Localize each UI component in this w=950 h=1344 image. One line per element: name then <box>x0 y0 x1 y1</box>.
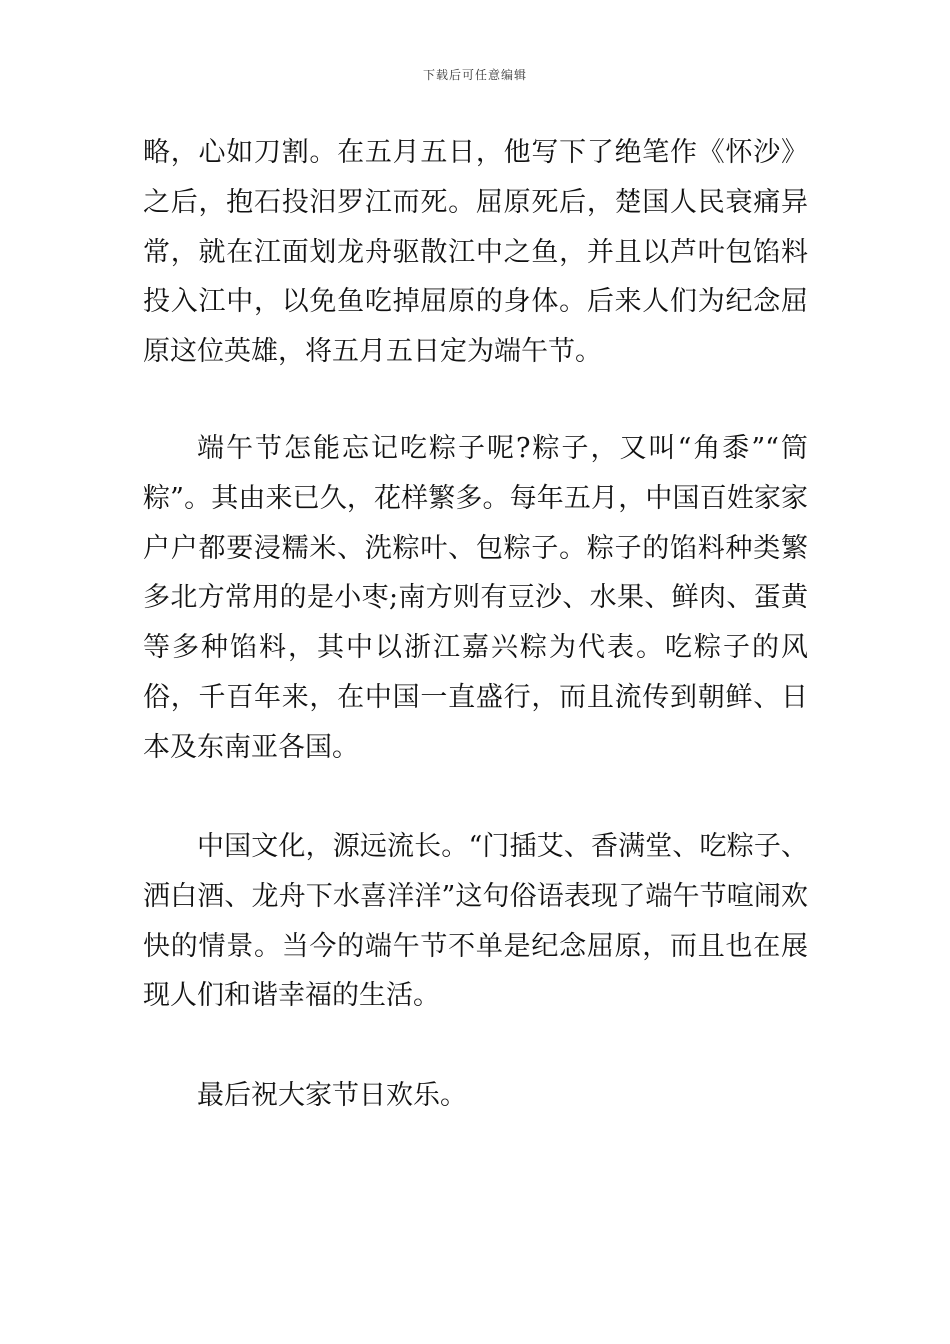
paragraph-1: 略，心如刀割。在五月五日，他写下了绝笔作《怀沙》之后，抱石投汨罗江而死。屈原死后，楚国人民衰痛异常，就在江面划龙舟驱散江中之鱼，并且以芦叶包馅料投入江中，以免鱼吃掉屈原的身体。后来人们为纪念屈原这位英雄，将五月五日定为端午节。 <box>143 137 808 368</box>
paragraph-2: 端午节怎能忘记吃粽子呢?粽子，又叫“角黍”“筒粽”。其由来已久，花样繁多。每年五月，中国百姓家家户户都要浸糯米、洗粽叶、包粽子。粽子的馅料种类繁多北方常用的是小枣;南方则有豆沙、水果、鲜肉、蛋黄等多种馅料，其中以浙江嘉兴粽为代表。吃粽子的风俗，千百年来，在中国一直盛行，而且流传到朝鲜、日本及东南亚各国。 <box>143 433 808 763</box>
paragraph-4: 最后祝大家节日欢乐。 <box>197 1080 467 1111</box>
paragraph-3: 中国文化，源远流长。“门插艾、香满堂、吃粽子、洒白酒、龙舟下水喜洋洋”这句俗语表现了端午节喧闹欢快的情景。当今的端午节不单是纪念屈原，而且也在展现人们和谐幸福的生活。 <box>143 831 808 1012</box>
page-header-note: 下载后可任意编辑 <box>422 68 527 82</box>
